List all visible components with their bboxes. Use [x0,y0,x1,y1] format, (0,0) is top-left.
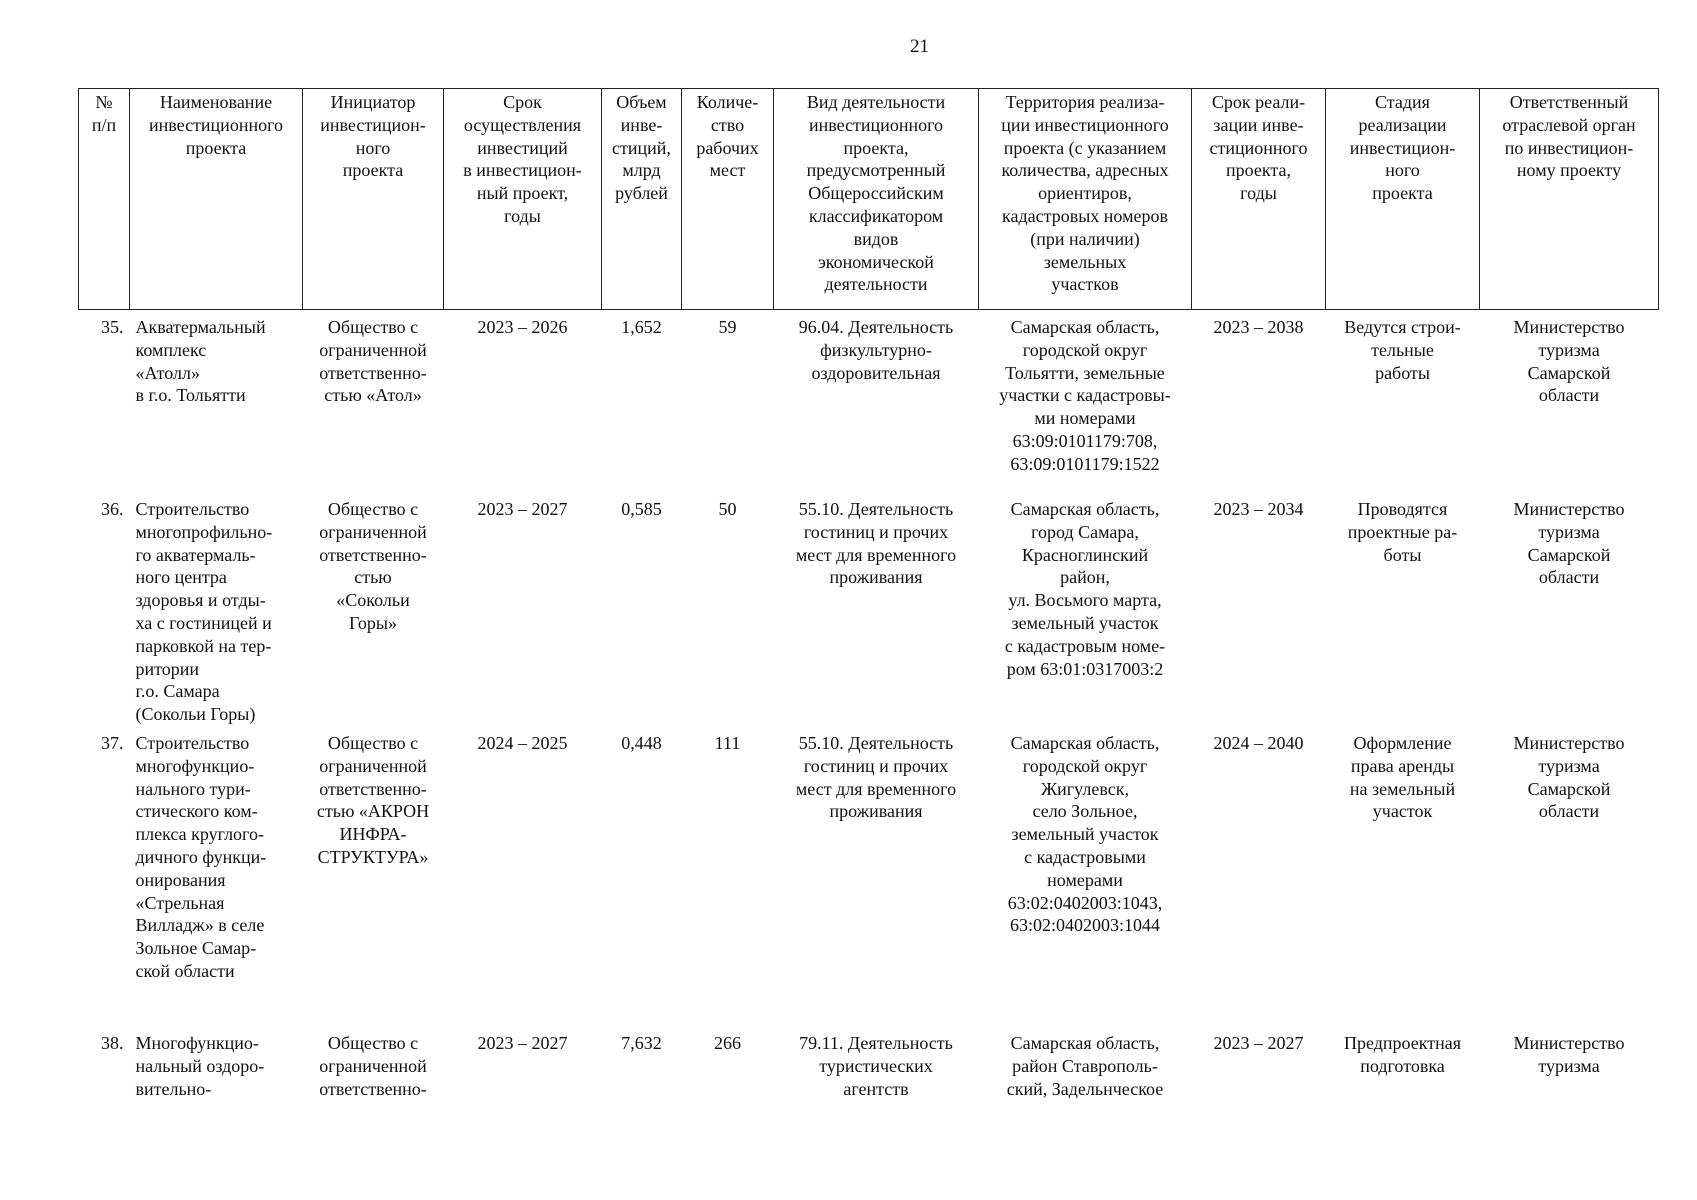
invest-volume: 0,448 [621,733,662,753]
header-impl-period: Срок реали- зации инве- стиционного проекта, годы [1192,89,1326,310]
responsible-authority: Министерство туризма [1513,1033,1625,1076]
header-volume: Объем инве- стиций, млрд рублей [602,89,682,310]
impl-period: 2023 – 2027 [1213,1033,1304,1053]
row-number: 36. [101,499,124,519]
investment-projects-table-wrapper [78,88,1659,1114]
page-number [0,36,1697,58]
invest-volume: 7,632 [621,1033,662,1053]
project-initiator: Общество с ограниченной ответственно- стью «Атол» [319,317,427,406]
impl-period: 2024 – 2040 [1213,733,1304,753]
responsible-authority: Министерство туризма Самарской области [1513,317,1625,406]
project-stage: Предпроектная подготовка [1343,1033,1462,1076]
project-stage: Ведутся строи- тельные работы [1344,317,1461,383]
invest-period: 2023 – 2026 [477,317,568,337]
header-number: № п/п [79,89,130,310]
territory: Самарская область, район Ставрополь- ский, Задельнческое [1006,1033,1164,1099]
header-invest-period: Срок осуществления инвестиций в инвестицион- ный проект, годы [444,89,602,310]
project-name: Акватермальный комплекс «Атолл» в г.о. Тольятти [135,317,266,406]
project-name: Строительство многопрофильно- го акватермаль- ного центра здоровья и отды- ха с гостиницей и парковкой на тер- ритории г.о. Самара (Сокольи Горы) [135,499,273,725]
row-number: 38. [101,1033,124,1053]
activity-type: 55.10. Деятельность гостиниц и прочих мест для временного проживания [795,499,957,588]
territory: Самарская область, городской округ Тольятти, земельные участки с кадастровы- ми номерами 63:09:0101179:708, 63:09:0101179:1522 [999,317,1171,474]
invest-period: 2023 – 2027 [477,499,568,519]
jobs-count: 111 [714,733,741,753]
project-stage: Оформление права аренды на земельный участок [1349,733,1456,822]
activity-type: 55.10. Деятельность гостиниц и прочих мест для временного проживания [795,733,957,822]
activity-type: 79.11. Деятельность туристических агентств [799,1033,953,1099]
header-authority: Ответственный отраслевой орган по инвестицион- ному проекту [1480,89,1659,310]
invest-period: 2023 – 2027 [477,1033,568,1053]
table-header-row [79,89,1659,310]
impl-period: 2023 – 2038 [1213,317,1304,337]
jobs-count: 50 [718,499,737,519]
header-stage: Стадия реализации инвестицион- ного проекта [1326,89,1480,310]
territory: Самарская область, город Самара, Красноглинский район, ул. Восьмого марта, земельный участок с кадастровым номе- ром 63:01:0317003:2 [1004,499,1166,679]
invest-volume: 1,652 [621,317,662,337]
header-territory: Территория реализа- ции инвестиционного проекта (с указанием количества, адресных ориентиров, кадастровых номеров (при наличии) земельных участков [979,89,1192,310]
investment-projects-table [78,88,1659,1114]
table-row [79,730,1659,1030]
page-number-text: 21 [910,36,929,57]
invest-volume: 0,585 [621,499,662,519]
project-name: Многофункцио- нальный оздоро- вительно- [135,1033,265,1099]
project-stage: Проводятся проектные ра- боты [1347,499,1458,565]
table-row [79,496,1659,730]
invest-period: 2024 – 2025 [477,733,568,753]
jobs-count: 266 [714,1033,741,1053]
activity-type: 96.04. Деятельность физкультурно- оздоровительная [798,317,954,383]
table-row [79,310,1659,497]
row-number: 35. [101,317,124,337]
project-initiator: Общество с ограниченной ответственно- стью «АКРОН ИНФРА- СТРУКТУРА» [316,733,430,867]
table-row [79,1030,1659,1114]
project-name: Строительство многофункцио- нального тури- стического ком- плекса круглого- дичного функци- онирования «Стрельная Вилладж» в селе Зольное Самар- ской области [135,733,267,981]
header-initiator: Инициатор инвестицион- ного проекта [303,89,444,310]
header-jobs: Количе- ство рабочих мест [682,89,774,310]
territory: Самарская область, городской округ Жигулевск, село Зольное, земельный участок с кадастровыми номерами 63:02:0402003:1043, 63:02:0402003:1044 [1007,733,1163,936]
impl-period: 2023 – 2034 [1213,499,1304,519]
jobs-count: 59 [718,317,737,337]
project-initiator: Общество с ограниченной ответственно- [319,1033,427,1099]
header-activity: Вид деятельности инвестиционного проекта, предусмотренный Общероссийским классификатором видов экономической деятельности [774,89,979,310]
responsible-authority: Министерство туризма Самарской области [1513,733,1625,822]
row-number: 37. [101,733,124,753]
responsible-authority: Министерство туризма Самарской области [1513,499,1625,588]
header-project-name: Наименование инвестиционного проекта [130,89,303,310]
project-initiator: Общество с ограниченной ответственно- стью «Сокольи Горы» [319,499,427,633]
